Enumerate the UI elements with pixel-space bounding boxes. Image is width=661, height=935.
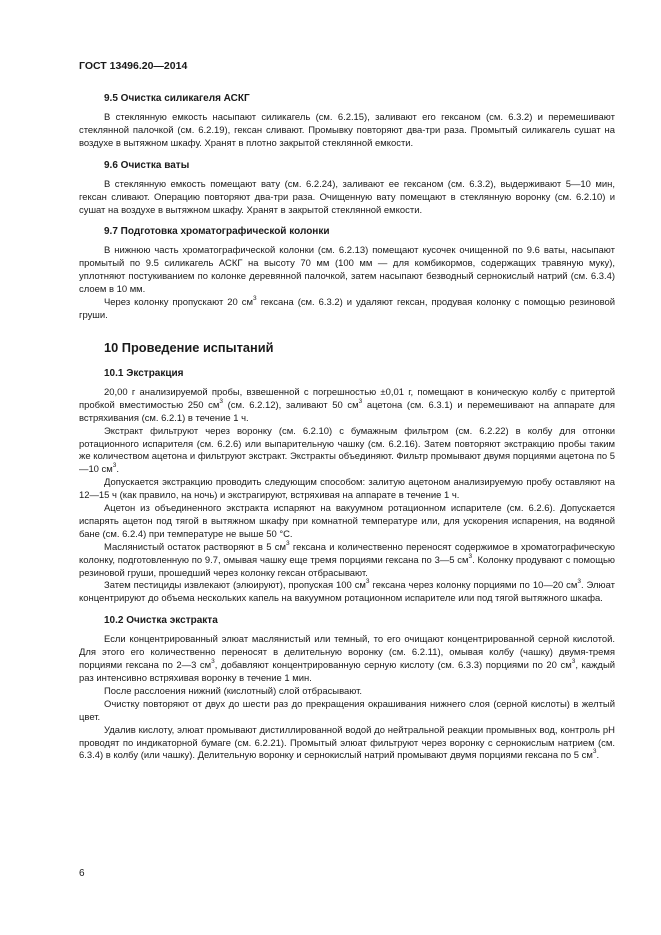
paragraph-10-1-3: Допускается экстракцию проводить следующим способом: залитую ацетоном анализируемую пробу оставляют на 12—15 ч (как правило, на ночь) и экстрагируют, встряхивая на аппарате в течение 1 ч.	[79, 477, 615, 502]
page-number: 6	[79, 868, 85, 879]
paragraph-9-6: В стеклянную емкость помещают вату (см. 6.2.24), заливают ее гексаном (см. 6.3.2), выдерживают 5—10 мин, гексан сливают. Операцию повторяют два-три раза. Очищенную вату помещают в стеклянную воронку (см. 6.2.10) и сушат на воздухе в вытяжном шкафу. Хранят в закрытой стеклянной емкости.	[79, 178, 615, 216]
heading-9-5: 9.5 Очистка силикагеля АСКГ	[104, 93, 250, 104]
heading-9-6: 9.6 Очистка ваты	[104, 159, 190, 171]
paragraph-9-7-1: В нижнюю часть хроматографической колонки (см. 6.2.13) помещают кусочек очищенной по 9.6 ваты, насыпают промытый по 9.5 силикагель АСКГ на высоту 70 мм (100 мм — для комбикормов, содержащих травяную муку), уплотняют постукиванием по колонке деревянной палочкой, затем насыпают безводный сернокислый натрий (см. 6.3.4) слоем в 10 мм.	[79, 245, 615, 296]
document-body	[79, 92, 615, 763]
heading-10-1: 10.1 Экстракция	[104, 367, 184, 379]
paragraph-10-1-4: Ацетон из объединенного экстракта испаряют на вакуумном ротационном испарителе (см. 6.2.6). Допускается испарять ацетон под тягой в вытяжном шкафу при комнатной температуре или, для ускорения испарения, на водяной бане (см. 6.2.4) при температуре не выше 50 °С.	[79, 503, 615, 540]
paragraph-10-2-4: Удалив кислоту, элюат промывают дистиллированной водой до нейтральной реакции промывных вод, контроль рН проводят по индикаторной бумаге (см. 6.2.21). Промытый элюат фильтруют через воронку с сернокислым натрием (см. 6.3.4) в колбу (или чашку). Делительную воронку и сернокислый натрий промывают двумя порциями гексана по 5 $см^3$.	[79, 724, 615, 762]
paragraph-9-7-2: Через колонку пропускают 20 $см^3$ гексана (см. 6.3.2) и удаляют гексан, продувая колонку с помощью резиновой груши.	[79, 294, 616, 321]
paragraph-10-2-1: Если концентрированный элюат маслянистый или темный, то его очищают концентрированной серной кислотой. Для этого его количественно переносят в делительную воронку (см. 6.2.11), омывая колбу (чашку) двумя-тремя порциями гексана по 2—3 $см^3$, добавляют концентрированную серную кислоту (см. 6.3.3) порциями по 20 $см^3$, каждый раз интенсивно встряхивая воронку в течение 1 мин.	[79, 634, 615, 684]
standard-number: ГОСТ 13496.20—2014	[79, 60, 188, 72]
heading-9-7: 9.7 Подготовка хроматографической колонки	[104, 226, 330, 238]
paragraph-10-2-2: После расслоения нижний (кислотный) слой отбрасывают.	[104, 685, 362, 697]
paragraph-10-1-1: 20,00 г анализируемой пробы, взвешенной с погрешностью ±0,01 г, помещают в коническую колбу с притертой пробкой вместимостью 250 $см^3$ (см. 6.2.12), заливают 50 $см^3$ ацетона (см. 6.3.1) и перемешивают на аппарате для встряхивания (см. 6.2.1) в течение 1 ч.	[79, 386, 615, 424]
paragraph-10-2-3: Очистку повторяют от двух до шести раз до прекращения окрашивания нижнего слоя (серной кислоты) в желтый цвет.	[79, 698, 615, 723]
paragraph-10-1-2: Экстракт фильтруют через воронку (см. 6.2.10) с бумажным фильтром (см. 6.2.22) в колбу для отгонки ротационного испарителя (см. 6.2.6) или выпарительную чашку (см. 6.2.16). Затем повторяют экстракцию пробы таким же количеством ацетона и фильтруют экстракт. Экстракты объединяют. Фильтр промывают двумя порциями ацетона по 5—10 $см^3$.	[79, 425, 615, 476]
heading-10-2: 10.2 Очистка экстракта	[104, 615, 218, 627]
paragraph-9-5: В стеклянную емкость насыпают силикагель (см. 6.2.15), заливают его гексаном (см. 6.3.2) и перемешивают стеклянной палочкой (см. 6.2.19), гексан сливают. Промывку повторяют два-три раза. Промытый силикагель сушат на воздухе в вытяжном шкафу. Хранят в плотно закрытой стеклянной емкости.	[79, 112, 615, 149]
paragraph-10-1-5: Маслянистый остаток растворяют в 5 $см^3$ гексана и количественно переносят содержимое в хроматографическую колонку, подготовленную по 9.7, омывая чашку еще тремя порциями гексана по 3—5 $см^3$. Колонку продувают с помощью резиновой груши, прошедший через колонку гексан отбрасывают.	[79, 539, 616, 579]
heading-10: 10 Проведение испытаний	[104, 339, 274, 355]
paragraph-10-1-6: Затем пестициды извлекают (элюируют), пропуская 100 $см^3$ гексана через колонку порциями по 10—20 $см^3$. Элюат концентрируют до объема нескольких капель на вакуумном ротационном испарителе или под тягой вытяжного шкафа.	[79, 578, 615, 605]
